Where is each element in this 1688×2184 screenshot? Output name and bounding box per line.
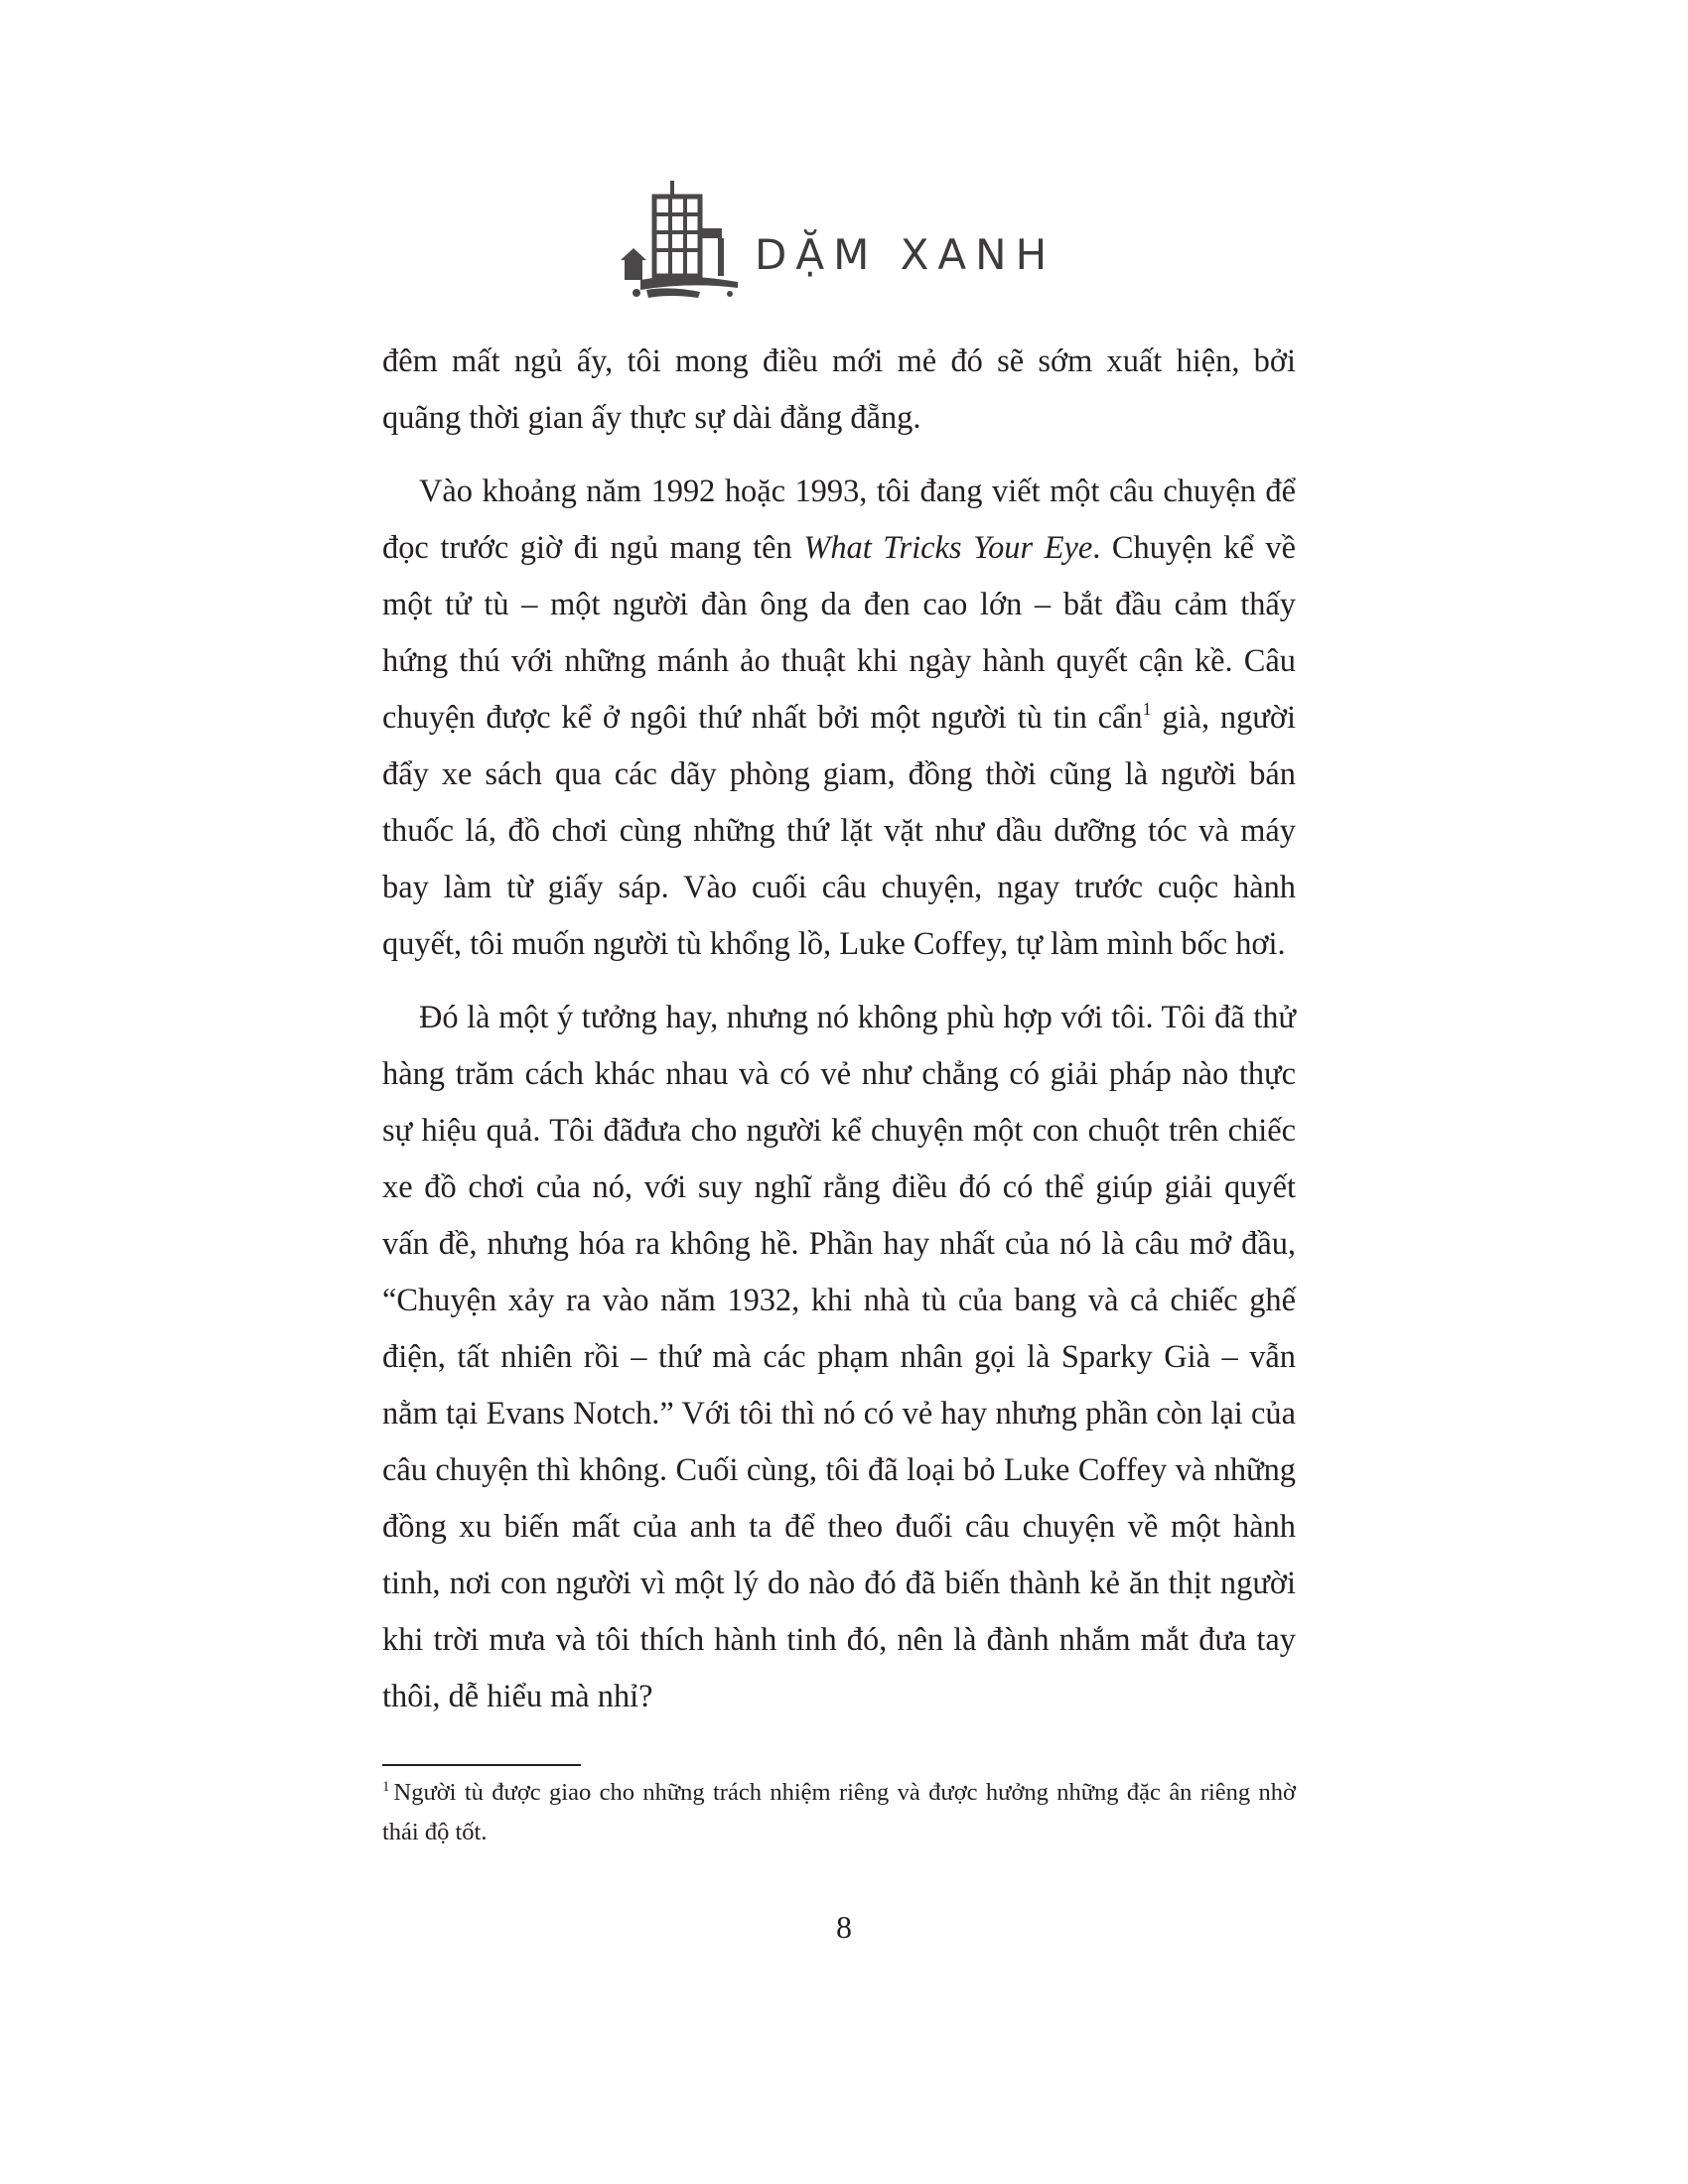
footnote-text: Người tù được giao cho những trách nhiệm riêng và được hưởng những đặc ân riêng nhờ thái độ tốt. [382,1779,1296,1845]
footnote-marker: 1 [382,1779,390,1795]
paragraph-continued: đêm mất ngủ ấy, tôi mong điều mới mẻ đó sẽ sớm xuất hiện, bởi quãng thời gian ấy thực sự dài đằng đẵng. [382,343,1296,436]
running-header [611,179,1056,308]
paragraph-text: già, người đẩy xe sách qua các dãy phòng giam, đồng thời cũng là người bán thuốc lá, đồ chơi cùng những thứ lặt vặt như dầu dưỡng tóc và máy bay làm từ giấy sáp. Vào cuối câu chuyện, ngay trước cuộc hành quyết, tôi muốn người tù khổng lồ, Luke Coffey, tự làm mình bốc hơi. [382,700,1296,962]
paragraph-text: . Chuyện kể về một tử tù – một người đàn ông da đen cao lớn – bắt đầu cảm thấy hứng thú với những mánh ảo thuật khi ngày hành quyết cận kề. Câu chuyện được kể ở ngôi thứ nhất bởi một người tù tin cẩn [382,530,1296,736]
paragraph [382,464,1296,973]
body-text [382,334,1296,1725]
page-number: 8 [836,1909,852,1945]
footnote [382,1773,1296,1852]
footnote-divider [382,1764,581,1766]
paragraph: Đó là một ý tưởng hay, nhưng nó không phù hợp với tôi. Tôi đã thử hàng trăm cách khác nhau và có vẻ như chẳng có giải pháp nào thực sự hiệu quả. Tôi đãđưa cho người kể chuyện một con chuột trên chiếc xe đồ chơi của nó, với suy nghĩ rằng điều đó có thể giúp giải quyết vấn đề, nhưng hóa ra không hề. Phần hay nhất của nó là câu mở đầu, “Chuyện xảy ra vào năm 1932, khi nhà tù của bang và cả chiếc ghế điện, tất nhiên rồi – thứ mà các phạm nhân gọi là Sparky Già – vẫn nằm tại Evans Notch.” Với tôi thì nó có vẻ hay nhưng phần còn lại của câu chuyện thì không. Cuối cùng, tôi đã loại bỏ Luke Coffey và những đồng xu biến mất của anh ta để theo đuổi câu chuyện về một hành tinh, nơi con người vì một lý do nào đó đã biến thành kẻ ăn thịt người khi trời mưa và tôi thích hành tinh đó, nên là đành nhắm mắt đưa tay thôi, dễ hiểu mà nhỉ? [382,1000,1296,1714]
paragraph-text: Vào khoảng năm 1992 hoặc 1993, tôi đang viết một câu chuyện để đọc trước giờ đi ngủ mang tên [382,474,1296,566]
footnote-reference: 1 [1142,699,1152,719]
prison-tower-logo [611,179,750,303]
story-title: What Tricks Your Eye [803,530,1093,566]
series-title: DẶM XANH [755,230,1056,279]
